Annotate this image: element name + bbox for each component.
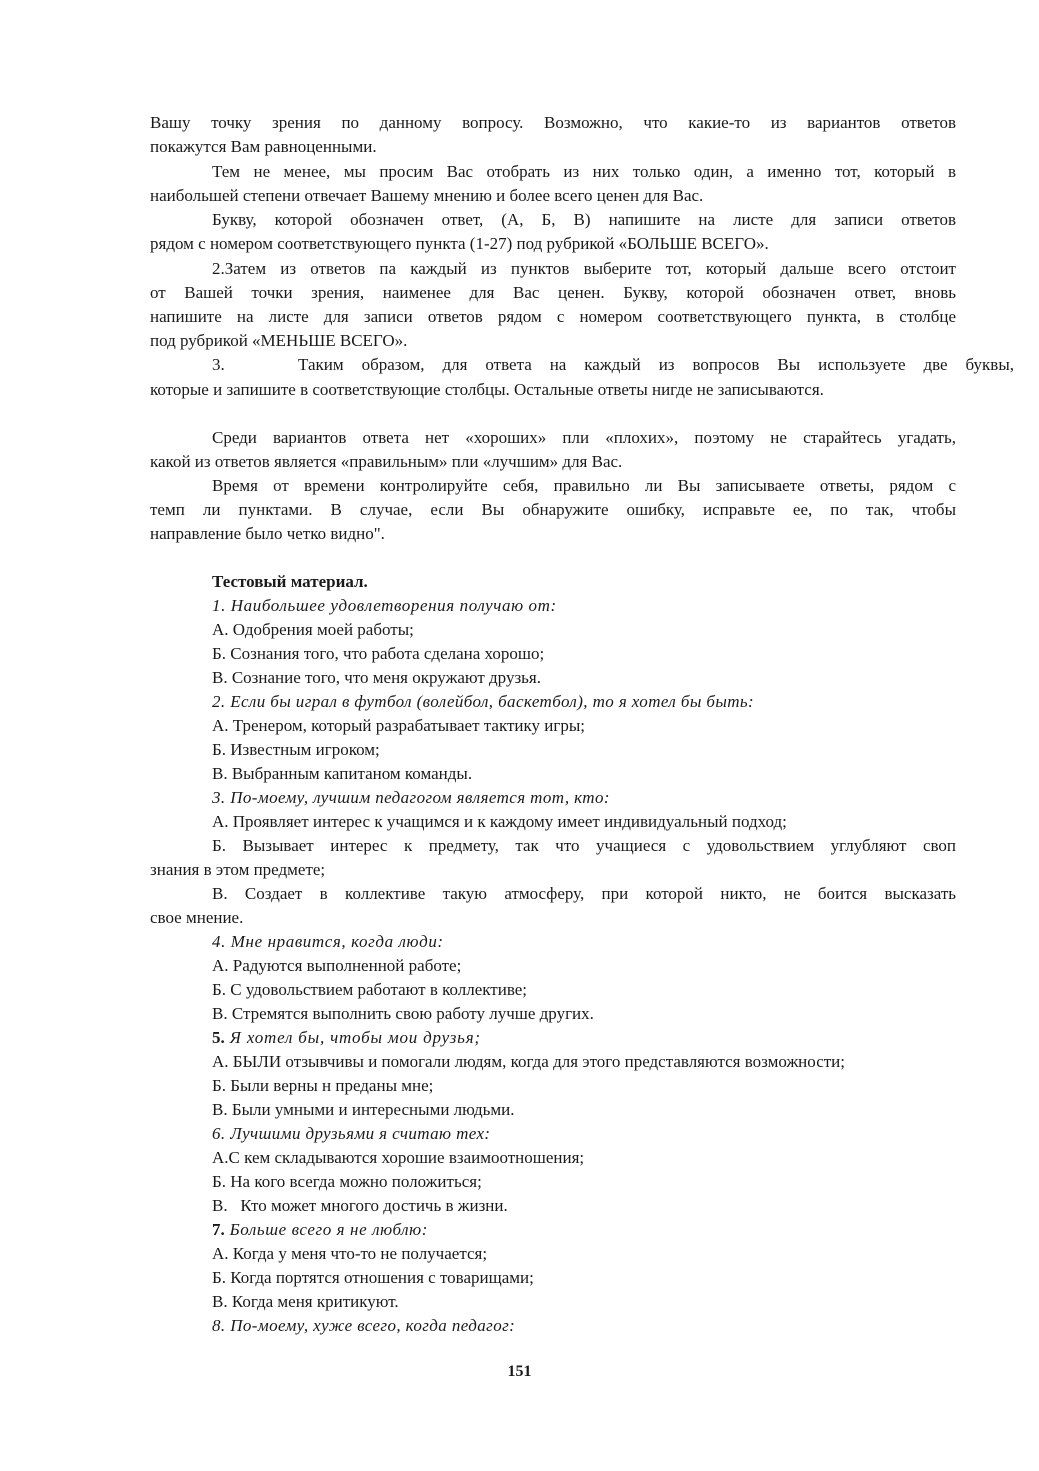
intro-p4-line3: напишите на листе для записи ответов рядом с номером соответствующего пункта, в столбце bbox=[150, 307, 956, 326]
intro-p5-line2: которые и запишите в соответствующие столбцы. Остальные ответы нигде не записываются. bbox=[150, 380, 824, 399]
intro-p4-line1: 2.Затем из ответов па каждый из пунктов выберите тот, который дальше всего отстоит bbox=[212, 259, 956, 278]
intro-p4-line2: от Вашей точки зрения, наименее для Вас ценен. Букву, которой обозначен ответ, вновь bbox=[150, 283, 956, 302]
question-5-option-b: Б. Были верны н преданы мне; bbox=[212, 1076, 434, 1095]
intro-p3-line1: Букву, которой обозначен ответ, (А, Б, В) напишите на листе для записи ответов bbox=[212, 210, 956, 229]
question-7-option-a: А. Когда у меня что-то не получается; bbox=[212, 1244, 488, 1263]
question-2: 2. Если бы играл в футбол (волейбол, баскетбол), то я хотел бы быть: bbox=[212, 692, 755, 711]
intro-p7-line2: темп ли пунктами. В случае, если Вы обнаружите ошибку, исправьте ее, по так, чтобы bbox=[150, 500, 956, 519]
question-1-option-b: Б. Сознания того, что работа сделана хорошо; bbox=[212, 644, 545, 663]
question-6: 6. Лучшими друзьями я считаю тех: bbox=[212, 1124, 491, 1143]
intro-p5-number: 3. bbox=[212, 355, 225, 374]
question-1-option-c: В. Сознание того, что меня окружают друзья. bbox=[212, 668, 541, 687]
question-6-option-c: В. Кто может многого достичь в жизни. bbox=[212, 1196, 508, 1215]
question-5-text: Я хотел бы, чтобы мои друзья; bbox=[224, 1028, 481, 1047]
question-3-option-c-line1: В. Создает в коллективе такую атмосферу, при которой никто, не боится высказать bbox=[212, 884, 956, 903]
question-7-option-b: Б. Когда портятся отношения с товарищами; bbox=[212, 1268, 534, 1287]
intro-p1-line1: Вашу точку зрения по данному вопросу. Возможно, что какие-то из вариантов ответов bbox=[150, 113, 956, 132]
question-5-number: 5. bbox=[212, 1028, 225, 1047]
question-2-option-b: Б. Известным игроком; bbox=[212, 740, 380, 759]
question-3-option-a: А. Проявляет интерес к учащимся и к каждому имеет индивидуальный подход; bbox=[212, 812, 787, 831]
question-3-option-c-line2: свое мнение. bbox=[150, 908, 244, 927]
question-7-option-c: В. Когда меня критикуют. bbox=[212, 1292, 399, 1311]
intro-p2-line2: наибольшей степени отвечает Вашему мнению и более всего ценен для Вас. bbox=[150, 186, 704, 205]
intro-p6-line1: Среди вариантов ответа нет «хороших» пли «плохих», поэтому не старайтесь угадать, bbox=[212, 428, 956, 447]
question-7-text: Больше всего я не люблю: bbox=[224, 1220, 429, 1239]
question-2-option-c: В. Выбранным капитаном команды. bbox=[212, 764, 473, 783]
question-4-option-a: А. Радуются выполненной работе; bbox=[212, 956, 462, 975]
question-7 bbox=[212, 1218, 428, 1242]
question-3: 3. По-моему, лучшим педагогом является тот, кто: bbox=[212, 788, 610, 807]
question-4-option-b: Б. С удовольствием работают в коллективе; bbox=[212, 980, 528, 999]
question-1-option-a: А. Одобрения моей работы; bbox=[212, 620, 414, 639]
question-7-number: 7. bbox=[212, 1220, 225, 1239]
test-heading: Тестовый материал. bbox=[212, 572, 368, 591]
intro-p2-line1: Тем не менее, мы просим Вас отобрать из них только один, а именно тот, который в bbox=[212, 162, 956, 181]
question-5 bbox=[212, 1026, 481, 1050]
question-6-option-b: Б. На кого всегда можно положиться; bbox=[212, 1172, 482, 1191]
intro-p6-line2: какой из ответов является «правильным» пли «лучшим» для Вас. bbox=[150, 452, 623, 471]
question-2-option-a: А. Тренером, который разрабатывает тактику игры; bbox=[212, 716, 585, 735]
question-5-option-c: В. Были умными и интересными людьми. bbox=[212, 1100, 515, 1119]
question-4-option-c: В. Стремятся выполнить свою работу лучше других. bbox=[212, 1004, 594, 1023]
question-5-option-a: А. БЫЛИ отзывчивы и помогали людям, когда для этого представляются возможности; bbox=[212, 1052, 846, 1071]
intro-p5-line1: Таким образом, для ответа на каждый из вопросов Вы используете две буквы, bbox=[298, 355, 1014, 374]
question-4: 4. Мне нравится, когда люди: bbox=[212, 932, 444, 951]
question-3-option-b-line2: знания в этом предмете; bbox=[150, 860, 326, 879]
question-6-option-a: А.С кем складываются хорошие взаимоотношения; bbox=[212, 1148, 585, 1167]
question-8: 8. По-моему, хуже всего, когда педагог: bbox=[212, 1316, 516, 1335]
intro-p4-line4: под рубрикой «МЕНЬШЕ ВСЕГО». bbox=[150, 331, 408, 350]
intro-p1-line2: покажутся Вам равноценными. bbox=[150, 137, 377, 156]
intro-p7-line1: Время от времени контролируйте себя, правильно ли Вы записываете ответы, рядом с bbox=[212, 476, 956, 495]
page-number: 151 bbox=[507, 1363, 532, 1380]
question-1: 1. Наибольшее удовлетворения получаю от: bbox=[212, 596, 557, 615]
question-3-option-b-line1: Б. Вызывает интерес к предмету, так что учащиеся с удовольствием углубляют своп bbox=[212, 836, 956, 855]
intro-p7-line3: направление было четко видно". bbox=[150, 524, 385, 543]
intro-p3-line2: рядом с номером соответствующего пункта (1-27) под рубрикой «БОЛЬШЕ ВСЕГО». bbox=[150, 234, 769, 253]
